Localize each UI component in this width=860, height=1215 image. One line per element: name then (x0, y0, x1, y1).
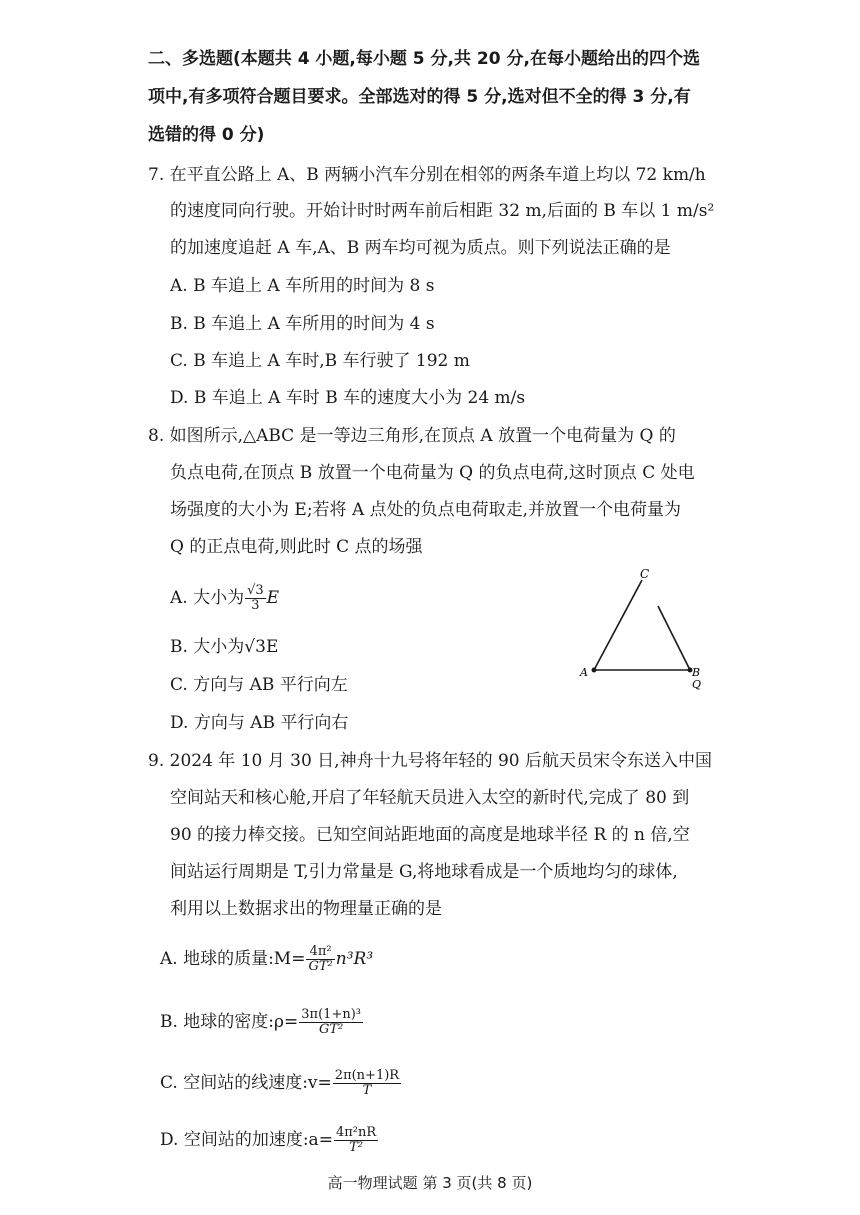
q7-option-d: D. B 车追上 A 车时 B 车的速度大小为 24 m/s (170, 388, 526, 408)
q8-option-d: D. 方向与 AB 平行向右 (170, 713, 349, 733)
label-a: A (580, 666, 588, 679)
q9-option-d-fraction: $\frac{\text{4π²nR}}{\text{T²}}$ (335, 1125, 377, 1155)
q8-option-a-fraction: $\frac{√3}{3}$ (247, 583, 264, 613)
section-heading-line-2: 项中,有多项符合题目要求。全部选对的得 5 分,选对但不全的得 3 分,有 (148, 87, 691, 107)
page-footer: 高一物理试题 第 3 页(共 8 页) (327, 1174, 533, 1192)
q9-option-c-fraction: $\frac{2\pi(n+1)R}{T}$ (334, 1068, 400, 1098)
q9-option-b-fraction: $\frac{\text{3π(1+n)³}}{\text{GT²}}$ (301, 1007, 361, 1037)
triangle-side-ac (594, 580, 642, 670)
q8-stem-line-2: 负点电荷,在顶点 B 放置一个电荷量为 Q 的负点电荷,这时顶点 C 处电 (170, 463, 695, 483)
section-heading-line-1: 二、多选题(本题共 4 小题,每小题 5 分,共 20 分,在每小题给出的四个选 (148, 49, 700, 69)
label-c: C (640, 567, 650, 581)
q9-option-b: B. 地球的密度:ρ= $\frac{\text{3π(1+n)³}}{\text{GT²}}$ (160, 1007, 361, 1037)
q9-stem-line-1: 9. 2024 年 10 月 30 日,神舟十九号将年轻的 90 后航天员宋令东送入中国 (148, 751, 713, 771)
q7-stem-line-2: 的速度同向行驶。开始计时时两车前后相距 32 m,后面的 B 车以 1 m/s² (170, 201, 715, 221)
q8-option-b: B. 大小为√3E (170, 637, 279, 657)
q9-stem-line-3: 90 的接力棒交接。已知空间站距地面的高度是地球半径 R 的 n 倍,空 (170, 825, 690, 845)
q9-option-a-fraction: $\frac{\text{4π²}}{\text{GT²}}$ (308, 944, 333, 974)
q9-stem-line-4: 间站运行周期是 T,引力常量是 G,将地球看成是一个质地均匀的球体, (170, 862, 678, 882)
label-b: B (692, 666, 701, 679)
q8-option-c: C. 方向与 AB 平行向左 (170, 675, 348, 695)
q9-stem-line-2: 空间站天和核心舱,开启了年轻航天员进入太空的新时代,完成了 80 到 (170, 788, 690, 808)
q8-stem-line-3: 场强度的大小为 E;若将 A 点处的负点电荷取走,并放置一个电荷量为 (170, 500, 682, 520)
triangle-side-bc (658, 606, 690, 670)
q7-stem-line-3: 的加速度追赶 A 车,A、B 两车均可视为质点。则下列说法正确的是 (170, 238, 671, 258)
q9-option-c: C. 空间站的线速度:v= $\frac{2\pi(n+1)R}{T}$ (160, 1068, 400, 1098)
q9-stem-line-5: 利用以上数据求出的物理量正确的是 (170, 899, 442, 919)
q9-option-d: D. 空间站的加速度:a= $\frac{\text{4π²nR}}{\text{T²}}$ (160, 1125, 377, 1155)
vertex-a-dot (592, 668, 597, 673)
q7-option-c: C. B 车追上 A 车时,B 车行驶了 192 m (170, 351, 470, 371)
q8-stem-line-4: Q 的正点电荷,则此时 C 点的场强 (170, 537, 423, 557)
q8-option-a: A. 大小为 $\frac{√3}{3}$ E (170, 583, 280, 613)
q7-option-a: A. B 车追上 A 车所用的时间为 8 s (170, 276, 435, 296)
q7-option-b: B. B 车追上 A 车所用的时间为 4 s (170, 314, 435, 334)
q8-stem-line-1: 8. 如图所示,△ABC 是一等边三角形,在顶点 A 放置一个电荷量为 Q 的 (148, 426, 676, 446)
section-heading-line-3: 选错的得 0 分) (148, 125, 265, 145)
label-q: Q (692, 678, 702, 691)
q7-stem-line-1: 7. 在平直公路上 A、B 两辆小汽车分别在相邻的两条车道上均以 72 km/h (148, 165, 706, 185)
q9-option-a: A. 地球的质量:M= $\frac{\text{4π²}}{\text{GT²}}$ n³R³ (160, 944, 374, 974)
triangle-figure (570, 566, 720, 696)
